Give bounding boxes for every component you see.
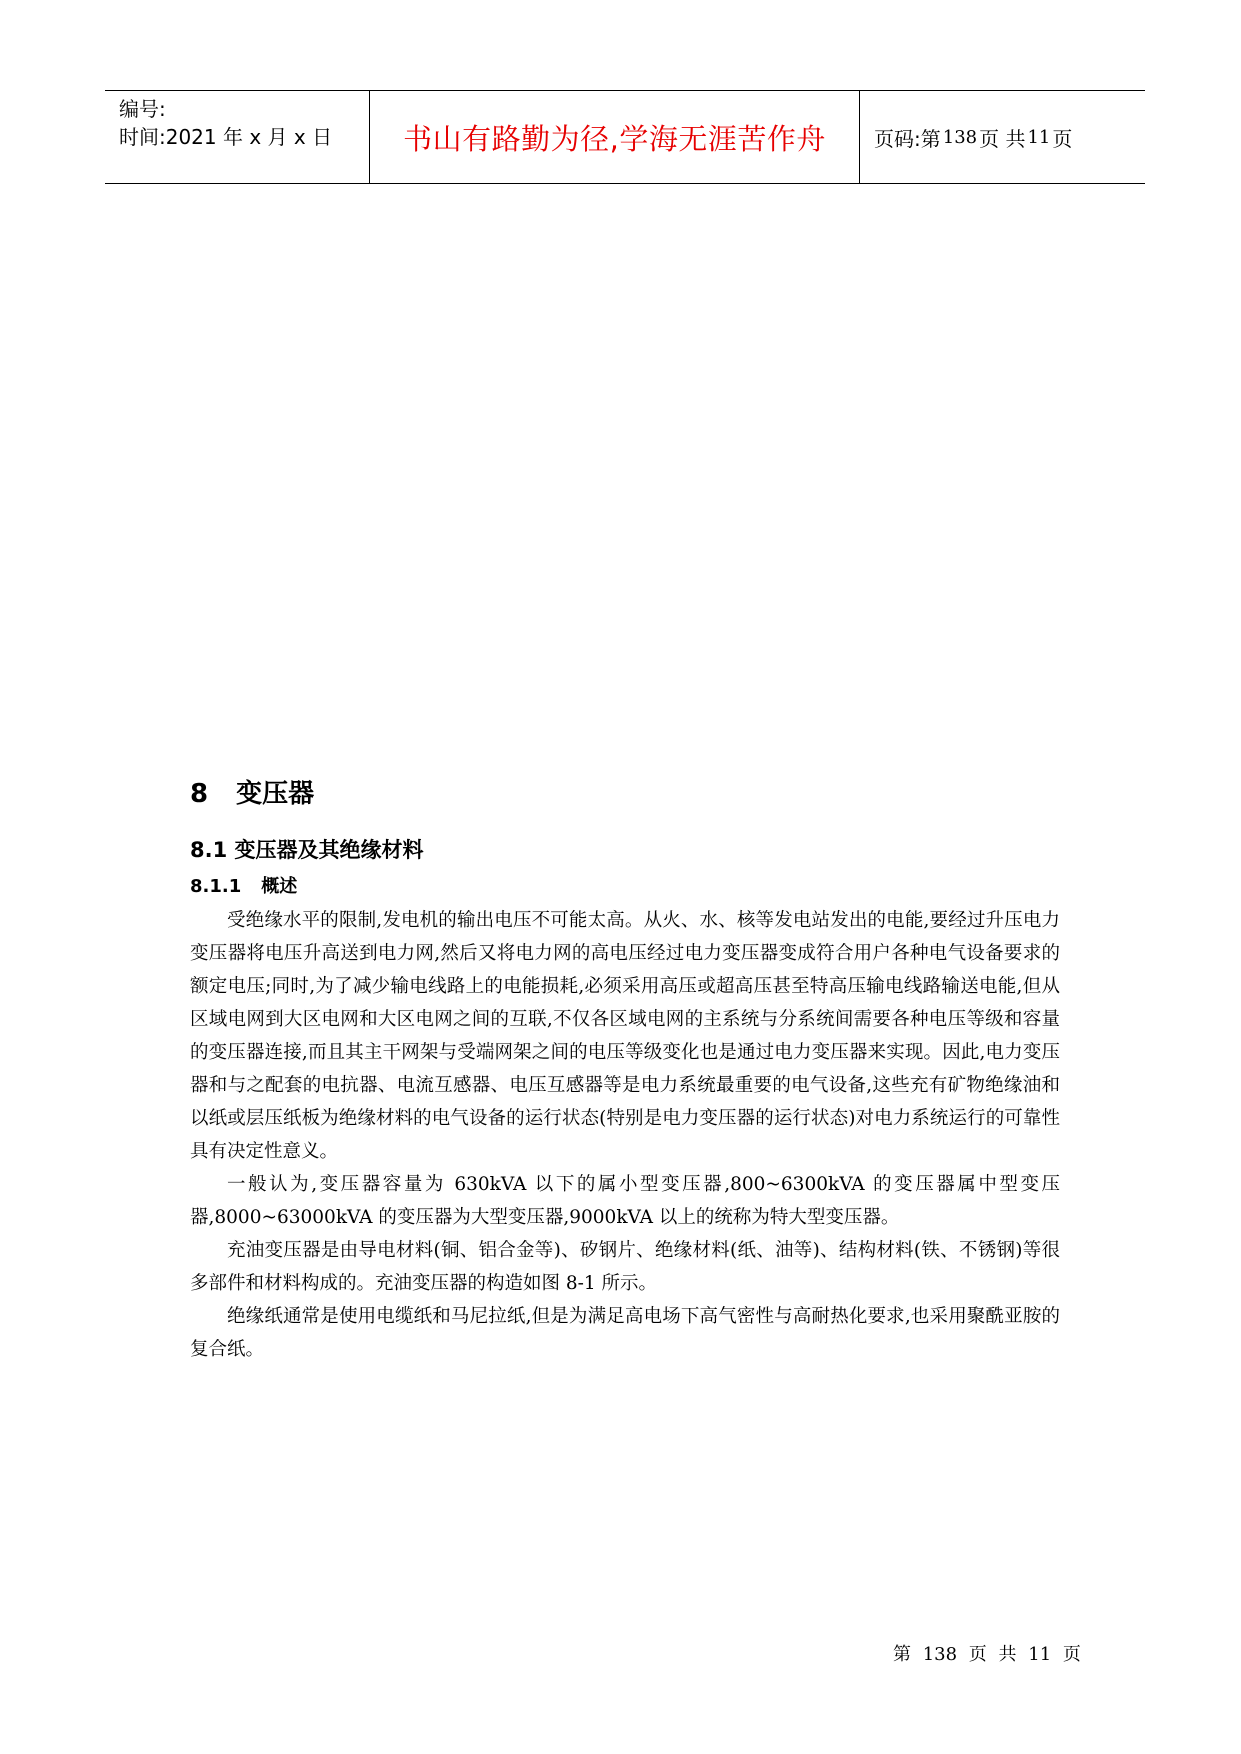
- page-footer: 第 138 页 共 11 页: [893, 1644, 1081, 1665]
- header-motto: 书山有路勤为径,学海无涯苦作舟: [403, 121, 826, 156]
- paragraph: 受绝缘水平的限制,发电机的输出电压不可能太高。从火、水、核等发电站发出的电能,要经过升压电力变压器将电压升高送到电力网,然后又将电力网的高电压经过电力变压器变成符合用户各种电气设备要求的额定电压;同时,为了减少输电线路上的电能损耗,必须采用高压或超高压甚至特高压输电线路输送电能,但从区域电网到大区电网和大区电网之间的互联,不仅各区域电网的主系统与分系统间需要各种电压等级和容量的变压器连接,而且其主干网架与受端网架之间的电压等级变化也是通过电力变压器来实现。因此,电力变压器和与之配套的电抗器、电流互感器、电压互感器等是电力系统最重要的电气设备,这些充有矿物绝缘油和以纸或层压纸板为绝缘材料的电气设备的运行状态(特别是电力变压器的运行状态)对电力系统运行的可靠性具有决定性意义。: [190, 910, 1060, 1162]
- header-page-info: [860, 91, 1145, 183]
- document-body: [190, 773, 1060, 1366]
- header-meta: [105, 91, 370, 183]
- header-motto-cell: [370, 91, 860, 183]
- paragraph: 绝缘纸通常是使用电缆纸和马尼拉纸,但是为满足高电场下高气密性与高耐热化要求,也采用聚酰亚胺的复合纸。: [190, 1306, 1060, 1360]
- chapter-number: 8: [190, 779, 209, 809]
- paragraph: 一般认为,变压器容量为 630kVA 以下的属小型变压器,800~6300kVA 的变压器属中型变压器,8000~63000kVA 的变压器为大型变压器,9000kVA 以上的统称为特大型变压器。: [190, 1174, 1060, 1228]
- page-header: [105, 90, 1145, 184]
- chapter-title: 变压器: [236, 779, 315, 809]
- paragraph: 充油变压器是由导电材料(铜、铝合金等)、矽钢片、绝缘材料(纸、油等)、结构材料(铁、不锈钢)等很多部件和材料构成的。充油变压器的构造如图 8-1 所示。: [190, 1240, 1060, 1294]
- subsection-heading: [190, 872, 1060, 898]
- chapter-heading: [190, 773, 1060, 810]
- subsection-number: 8.1.1: [190, 876, 242, 897]
- page-mid: 页 共: [979, 126, 1026, 151]
- time-label: 时间:2021 年 x 月 x 日: [119, 125, 333, 149]
- section-heading: 8.1 变压器及其绝缘材料: [190, 838, 424, 862]
- serial-label: 编号:: [119, 97, 166, 121]
- total-pages: 11: [1027, 126, 1051, 148]
- subsection-title: 概述: [261, 876, 298, 897]
- page-number: 138: [942, 126, 978, 148]
- page-suffix: 页: [1052, 126, 1073, 151]
- page-prefix: 页码:第: [874, 126, 941, 151]
